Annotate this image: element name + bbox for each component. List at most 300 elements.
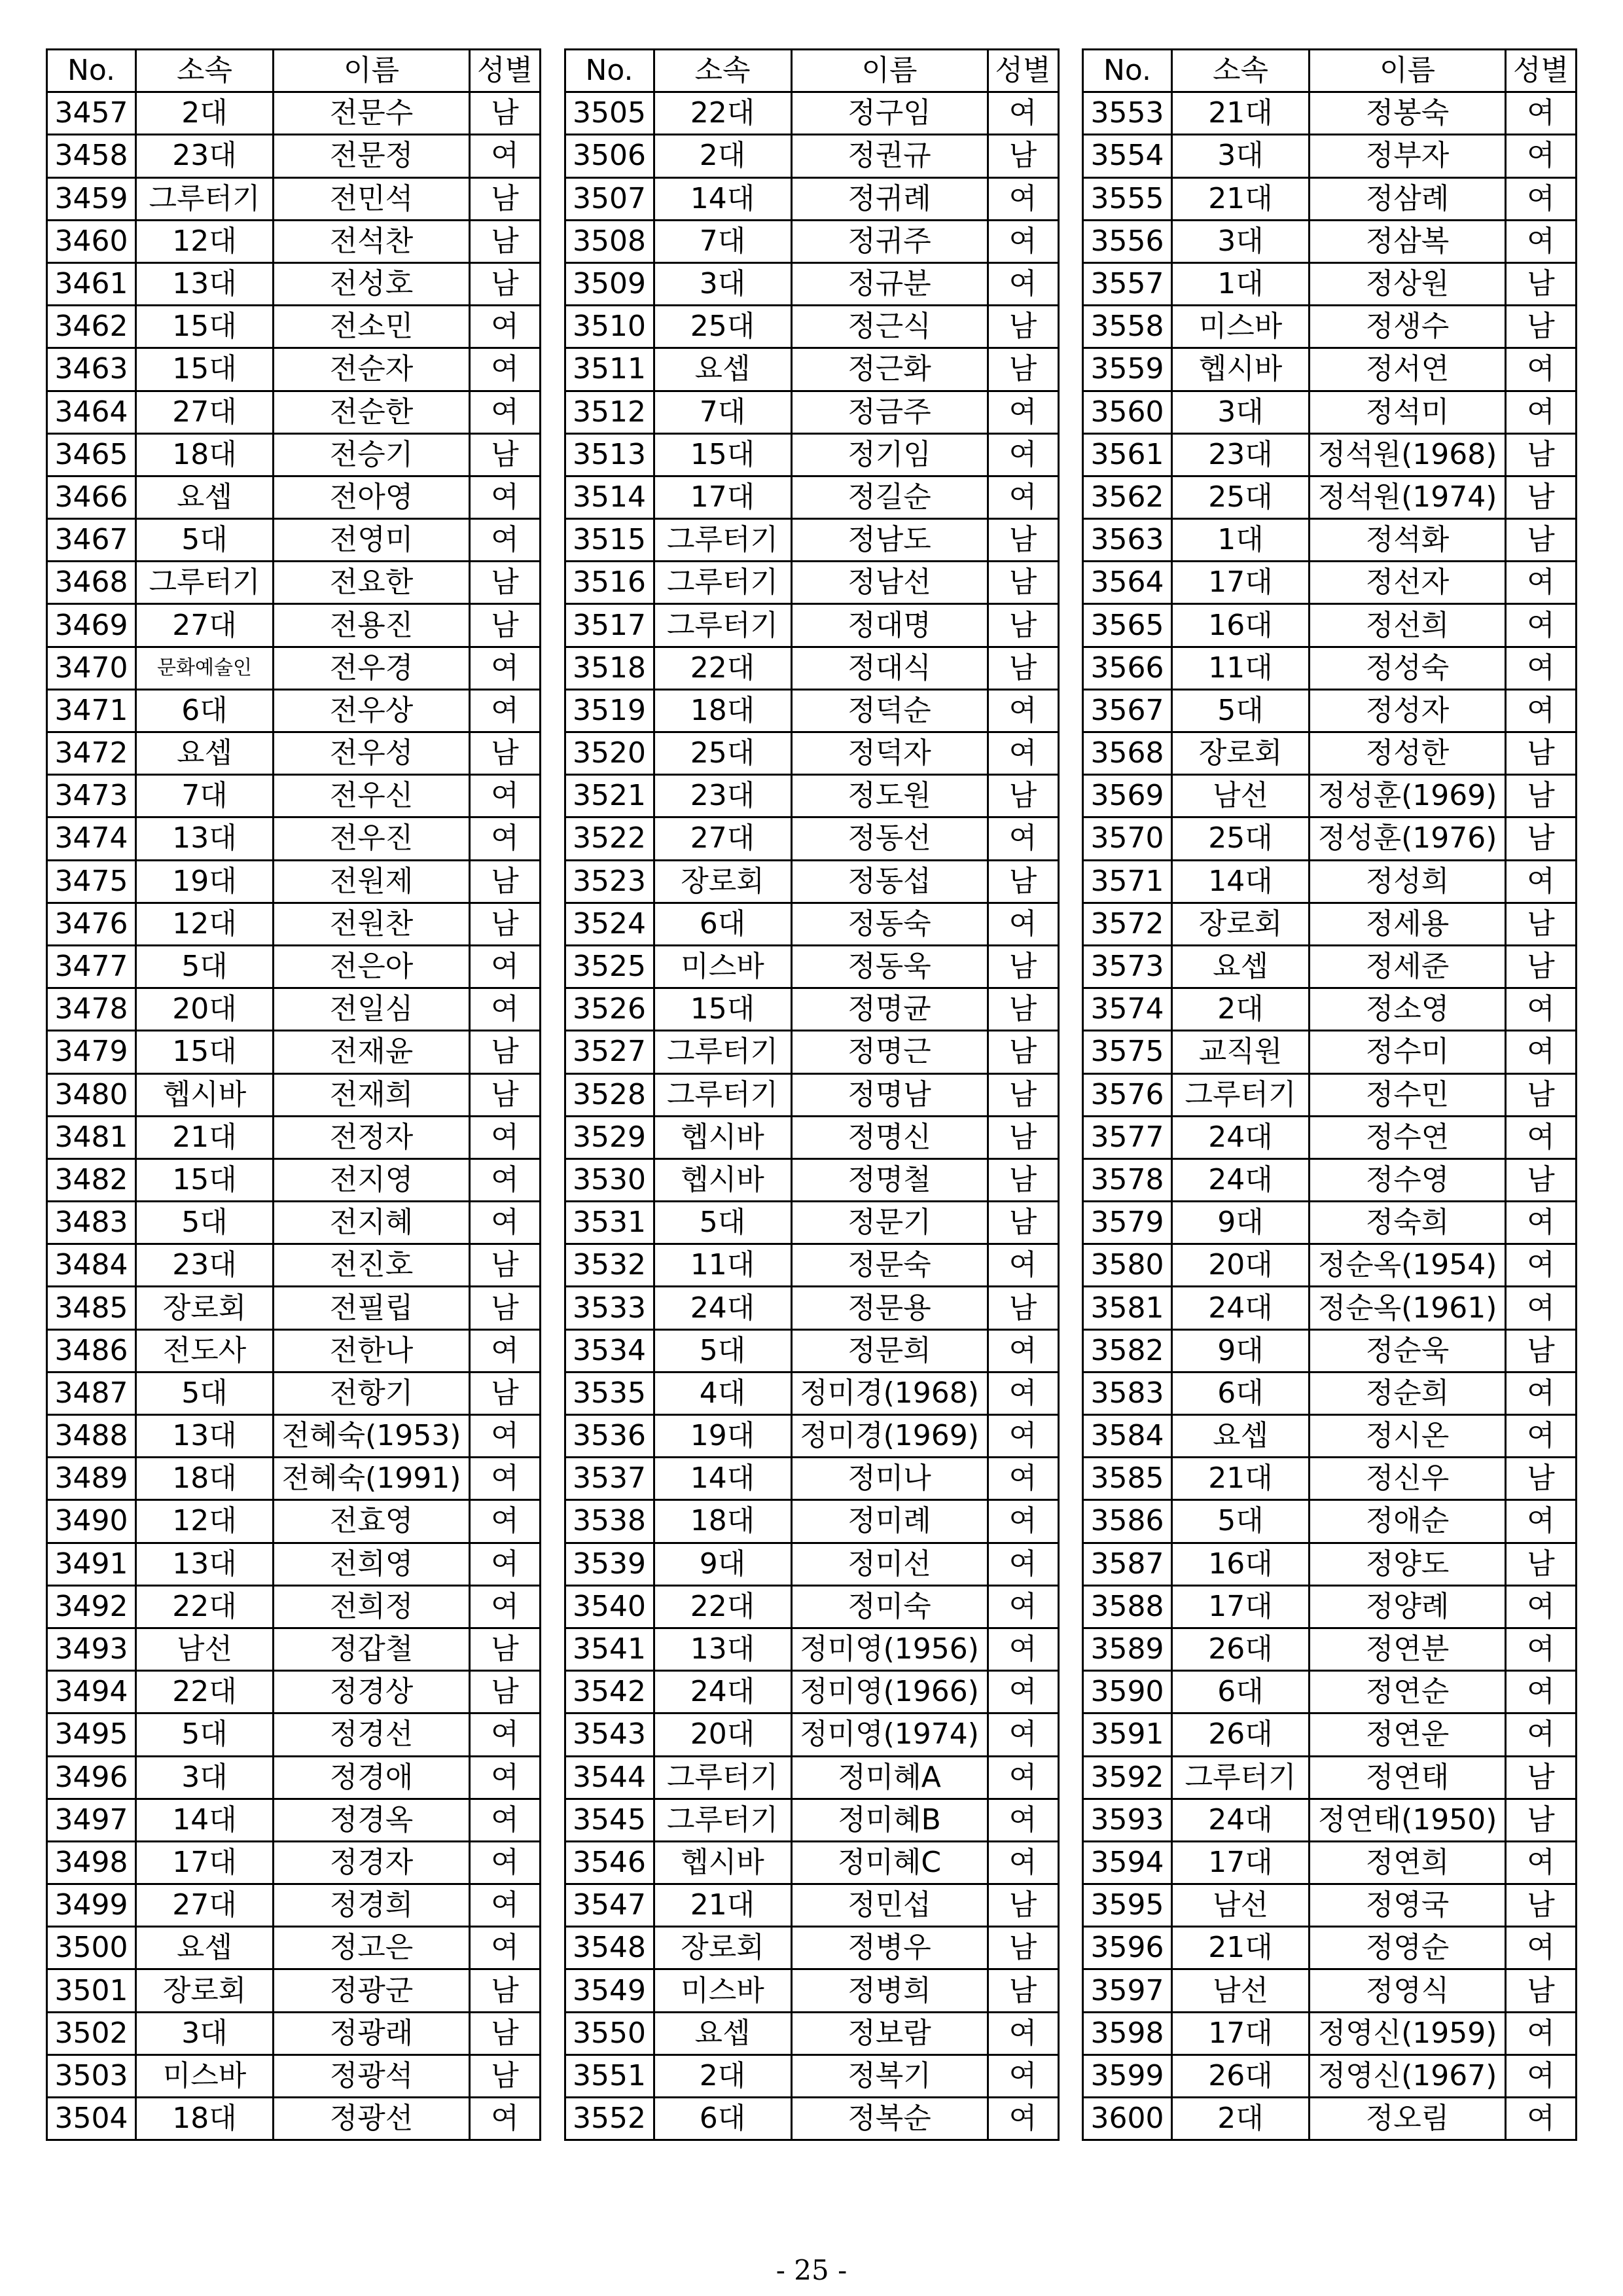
cell-no: 3589	[1083, 1628, 1172, 1670]
cell-affiliation: 17대	[1172, 1585, 1310, 1628]
cell-gender: 여	[470, 348, 541, 391]
table-row	[1083, 817, 1577, 860]
table-row	[1083, 476, 1577, 518]
cell-no: 3587	[1083, 1543, 1172, 1585]
cell-gender: 여	[988, 903, 1058, 945]
cell-affiliation: 3대	[136, 2012, 274, 2054]
cell-affiliation: 남선	[1172, 1969, 1310, 2012]
cell-name: 전승기	[274, 433, 470, 476]
cell-affiliation: 전도사	[136, 1329, 274, 1372]
cell-gender: 여	[988, 1458, 1058, 1500]
table-row	[565, 92, 1058, 135]
cell-no: 3485	[47, 1287, 136, 1329]
cell-gender: 남	[470, 2054, 541, 2097]
cell-name: 정병우	[791, 1927, 988, 1969]
cell-name: 정수연	[1310, 1116, 1506, 1158]
cell-name: 정성희	[1310, 860, 1506, 903]
cell-no: 3548	[565, 1927, 654, 1969]
cell-name: 정영국	[1310, 1884, 1506, 1927]
cell-affiliation: 15대	[136, 1158, 274, 1201]
table-row	[1083, 647, 1577, 689]
table-row	[47, 775, 541, 817]
cell-name: 정석미	[1310, 391, 1506, 433]
cell-no: 3582	[1083, 1329, 1172, 1372]
cell-gender: 남	[470, 92, 541, 135]
cell-gender: 여	[1506, 1628, 1577, 1670]
table-row	[47, 1202, 541, 1244]
table-row	[47, 689, 541, 732]
table-row	[565, 220, 1058, 262]
cell-affiliation: 15대	[136, 1031, 274, 1073]
header-row	[565, 50, 1058, 92]
cell-gender: 여	[988, 177, 1058, 220]
cell-name: 정미례	[791, 1500, 988, 1543]
header-name: 이름	[791, 50, 988, 92]
cell-name: 정근식	[791, 306, 988, 348]
cell-gender: 남	[988, 562, 1058, 604]
cell-gender: 남	[1506, 519, 1577, 562]
cell-gender: 남	[470, 1287, 541, 1329]
cell-no: 3586	[1083, 1500, 1172, 1543]
table-row	[565, 1415, 1058, 1458]
cell-name: 정기임	[791, 433, 988, 476]
header-row	[47, 50, 541, 92]
cell-no: 3503	[47, 2054, 136, 2097]
table-row	[47, 306, 541, 348]
cell-no: 3506	[565, 135, 654, 177]
cell-name: 정성훈(1976)	[1310, 817, 1506, 860]
cell-name: 정영순	[1310, 1927, 1506, 1969]
cell-gender: 남	[1506, 732, 1577, 775]
cell-affiliation: 그루터기	[136, 562, 274, 604]
cell-affiliation: 13대	[136, 817, 274, 860]
cell-no: 3499	[47, 1884, 136, 1927]
cell-name: 정순욱	[1310, 1329, 1506, 1372]
table-row	[1083, 177, 1577, 220]
cell-gender: 남	[1506, 1799, 1577, 1841]
cell-affiliation: 헵시바	[136, 1073, 274, 1116]
cell-gender: 여	[1506, 1244, 1577, 1287]
cell-name: 전희정	[274, 1585, 470, 1628]
cell-name: 정석화	[1310, 519, 1506, 562]
cell-name: 전지영	[274, 1158, 470, 1201]
cell-affiliation: 15대	[136, 348, 274, 391]
cell-gender: 남	[988, 1202, 1058, 1244]
table-row	[565, 1458, 1058, 1500]
table-row	[47, 476, 541, 518]
cell-affiliation: 21대	[1172, 177, 1310, 220]
table-row	[565, 1713, 1058, 1756]
cell-affiliation: 26대	[1172, 1713, 1310, 1756]
cell-no: 3588	[1083, 1585, 1172, 1628]
table-row	[1083, 306, 1577, 348]
cell-name: 전민석	[274, 177, 470, 220]
cell-gender: 남	[470, 562, 541, 604]
table-row	[1083, 1202, 1577, 1244]
table-row	[47, 2054, 541, 2097]
table-row	[1083, 903, 1577, 945]
cell-affiliation: 25대	[1172, 476, 1310, 518]
header-name: 이름	[1310, 50, 1506, 92]
cell-affiliation: 6대	[654, 2098, 791, 2140]
cell-no: 3464	[47, 391, 136, 433]
cell-name: 정보람	[791, 2012, 988, 2054]
cell-name: 정구임	[791, 92, 988, 135]
cell-affiliation: 17대	[654, 476, 791, 518]
cell-affiliation: 26대	[1172, 2054, 1310, 2097]
cell-affiliation: 17대	[1172, 562, 1310, 604]
cell-name: 정생수	[1310, 306, 1506, 348]
cell-gender: 여	[470, 689, 541, 732]
cell-gender: 남	[470, 262, 541, 305]
cell-gender: 여	[470, 1329, 541, 1372]
cell-name: 전순한	[274, 391, 470, 433]
cell-gender: 여	[1506, 1585, 1577, 1628]
cell-name: 정연희	[1310, 1841, 1506, 1884]
cell-affiliation: 장로회	[1172, 903, 1310, 945]
table-row	[1083, 1969, 1577, 2012]
cell-name: 정복순	[791, 2098, 988, 2140]
cell-name: 정동욱	[791, 945, 988, 988]
cell-no: 3517	[565, 604, 654, 647]
cell-name: 정명근	[791, 1031, 988, 1073]
cell-name: 전혜숙(1991)	[274, 1458, 470, 1500]
cell-gender: 남	[1506, 1756, 1577, 1799]
cell-affiliation: 그루터기	[654, 1799, 791, 1841]
cell-no: 3554	[1083, 135, 1172, 177]
cell-gender: 남	[1506, 945, 1577, 988]
cell-gender: 여	[1506, 1372, 1577, 1414]
header-affiliation: 소속	[1172, 50, 1310, 92]
cell-name: 정선희	[1310, 604, 1506, 647]
cell-name: 전요한	[274, 562, 470, 604]
cell-name: 정양례	[1310, 1585, 1506, 1628]
cell-affiliation: 17대	[136, 1841, 274, 1884]
cell-affiliation: 20대	[1172, 1244, 1310, 1287]
cell-no: 3573	[1083, 945, 1172, 988]
cell-gender: 남	[988, 135, 1058, 177]
cell-no: 3522	[565, 817, 654, 860]
cell-affiliation: 5대	[1172, 689, 1310, 732]
cell-no: 3585	[1083, 1458, 1172, 1500]
cell-affiliation: 헵시바	[654, 1158, 791, 1201]
cell-gender: 여	[470, 1458, 541, 1500]
table-row	[47, 1116, 541, 1158]
cell-name: 정명신	[791, 1116, 988, 1158]
cell-name: 정복기	[791, 2054, 988, 2097]
table-row	[565, 433, 1058, 476]
table-row	[1083, 1713, 1577, 1756]
cell-no: 3564	[1083, 562, 1172, 604]
cell-gender: 여	[988, 1585, 1058, 1628]
cell-affiliation: 그루터기	[654, 562, 791, 604]
cell-affiliation: 2대	[654, 2054, 791, 2097]
header-gender: 성별	[470, 50, 541, 92]
cell-affiliation: 16대	[1172, 1543, 1310, 1585]
cell-affiliation: 16대	[1172, 604, 1310, 647]
table-row	[47, 391, 541, 433]
cell-affiliation: 3대	[136, 1756, 274, 1799]
cell-no: 3466	[47, 476, 136, 518]
cell-affiliation: 24대	[1172, 1287, 1310, 1329]
header-no: No.	[47, 50, 136, 92]
cell-name: 전일심	[274, 988, 470, 1031]
cell-name: 정경선	[274, 1713, 470, 1756]
table-row	[1083, 1372, 1577, 1414]
cell-name: 정성한	[1310, 732, 1506, 775]
cell-no: 3484	[47, 1244, 136, 1287]
cell-affiliation: 18대	[654, 1500, 791, 1543]
cell-gender: 여	[988, 92, 1058, 135]
cell-no: 3469	[47, 604, 136, 647]
cell-affiliation: 22대	[654, 1585, 791, 1628]
header-gender: 성별	[988, 50, 1058, 92]
cell-no: 3557	[1083, 262, 1172, 305]
cell-no: 3514	[565, 476, 654, 518]
cell-no: 3598	[1083, 2012, 1172, 2054]
cell-gender: 여	[1506, 391, 1577, 433]
cell-no: 3570	[1083, 817, 1172, 860]
cell-name: 정문희	[791, 1329, 988, 1372]
cell-affiliation: 13대	[654, 1628, 791, 1670]
cell-gender: 여	[988, 689, 1058, 732]
cell-gender: 여	[988, 1415, 1058, 1458]
table-row	[565, 1969, 1058, 2012]
cell-affiliation: 5대	[136, 519, 274, 562]
table-row	[47, 519, 541, 562]
cell-affiliation: 5대	[1172, 1500, 1310, 1543]
cell-name: 정미혜A	[791, 1756, 988, 1799]
cell-no: 3551	[565, 2054, 654, 2097]
table-row	[565, 1671, 1058, 1713]
cell-no: 3508	[565, 220, 654, 262]
cell-name: 정근화	[791, 348, 988, 391]
cell-no: 3515	[565, 519, 654, 562]
cell-no: 3525	[565, 945, 654, 988]
cell-affiliation: 1대	[1172, 262, 1310, 305]
cell-no: 3553	[1083, 92, 1172, 135]
table-row	[1083, 433, 1577, 476]
table-row	[565, 1500, 1058, 1543]
cell-no: 3562	[1083, 476, 1172, 518]
cell-name: 전우경	[274, 647, 470, 689]
table-row	[1083, 2098, 1577, 2140]
cell-affiliation: 15대	[136, 306, 274, 348]
cell-name: 전한나	[274, 1329, 470, 1372]
cell-name: 전은아	[274, 945, 470, 988]
cell-affiliation: 7대	[654, 391, 791, 433]
cell-no: 3590	[1083, 1671, 1172, 1713]
cell-affiliation: 24대	[654, 1287, 791, 1329]
table-row	[1083, 1543, 1577, 1585]
table-row	[47, 1329, 541, 1372]
cell-gender: 여	[470, 1415, 541, 1458]
table-row	[47, 732, 541, 775]
cell-name: 정미영(1974)	[791, 1713, 988, 1756]
cell-gender: 여	[1506, 2012, 1577, 2054]
cell-gender: 남	[1506, 1969, 1577, 2012]
cell-no: 3519	[565, 689, 654, 732]
cell-gender: 여	[470, 1116, 541, 1158]
cell-affiliation: 19대	[136, 860, 274, 903]
cell-no: 3578	[1083, 1158, 1172, 1201]
cell-affiliation: 22대	[654, 647, 791, 689]
table-row	[47, 1884, 541, 1927]
cell-gender: 여	[988, 1244, 1058, 1287]
cell-name: 정경자	[274, 1841, 470, 1884]
table-row	[1083, 562, 1577, 604]
header-no: No.	[565, 50, 654, 92]
table-row	[1083, 348, 1577, 391]
cell-no: 3496	[47, 1756, 136, 1799]
cell-name: 정문기	[791, 1202, 988, 1244]
cell-no: 3459	[47, 177, 136, 220]
cell-gender: 남	[1506, 306, 1577, 348]
cell-gender: 여	[470, 1841, 541, 1884]
cell-no: 3584	[1083, 1415, 1172, 1458]
cell-name: 정삼복	[1310, 220, 1506, 262]
table-row	[47, 177, 541, 220]
cell-gender: 남	[1506, 262, 1577, 305]
cell-affiliation: 17대	[1172, 1841, 1310, 1884]
cell-affiliation: 6대	[1172, 1671, 1310, 1713]
cell-name: 정연운	[1310, 1713, 1506, 1756]
table-row	[47, 817, 541, 860]
table-row	[47, 1756, 541, 1799]
table-row	[565, 1073, 1058, 1116]
cell-affiliation: 24대	[1172, 1799, 1310, 1841]
table-row	[1083, 1287, 1577, 1329]
roster-tables	[46, 48, 1577, 2141]
cell-no: 3524	[565, 903, 654, 945]
cell-gender: 여	[470, 1713, 541, 1756]
cell-gender: 남	[988, 1927, 1058, 1969]
cell-gender: 남	[1506, 1884, 1577, 1927]
cell-affiliation: 6대	[136, 689, 274, 732]
table-row	[1083, 135, 1577, 177]
cell-name: 정순희	[1310, 1372, 1506, 1414]
cell-name: 정광선	[274, 2098, 470, 2140]
cell-gender: 여	[470, 945, 541, 988]
table-row	[565, 1287, 1058, 1329]
table-row	[1083, 1500, 1577, 1543]
cell-no: 3533	[565, 1287, 654, 1329]
table-row	[1083, 1799, 1577, 1841]
cell-gender: 여	[988, 1713, 1058, 1756]
cell-affiliation: 22대	[136, 1585, 274, 1628]
cell-name: 전희영	[274, 1543, 470, 1585]
table-row	[565, 1158, 1058, 1201]
table-row	[565, 860, 1058, 903]
cell-no: 3574	[1083, 988, 1172, 1031]
header-affiliation: 소속	[654, 50, 791, 92]
table-row	[47, 2012, 541, 2054]
cell-no: 3507	[565, 177, 654, 220]
cell-name: 전성호	[274, 262, 470, 305]
cell-name: 전문수	[274, 92, 470, 135]
cell-name: 정오림	[1310, 2098, 1506, 2140]
cell-affiliation: 5대	[136, 1713, 274, 1756]
cell-gender: 남	[470, 433, 541, 476]
cell-no: 3502	[47, 2012, 136, 2054]
cell-no: 3528	[565, 1073, 654, 1116]
cell-name: 정시온	[1310, 1415, 1506, 1458]
cell-name: 정동섭	[791, 860, 988, 903]
cell-gender: 여	[1506, 2098, 1577, 2140]
cell-gender: 여	[1506, 1500, 1577, 1543]
cell-gender: 남	[988, 1031, 1058, 1073]
cell-name: 정길순	[791, 476, 988, 518]
cell-no: 3558	[1083, 306, 1172, 348]
cell-name: 전용진	[274, 604, 470, 647]
cell-name: 정미나	[791, 1458, 988, 1500]
cell-no: 3593	[1083, 1799, 1172, 1841]
cell-no: 3476	[47, 903, 136, 945]
cell-affiliation: 문화예술인	[136, 647, 274, 689]
table-row	[565, 348, 1058, 391]
table-row	[47, 2098, 541, 2140]
cell-gender: 남	[470, 1244, 541, 1287]
cell-no: 3537	[565, 1458, 654, 1500]
cell-affiliation: 25대	[654, 306, 791, 348]
table-row	[1083, 1415, 1577, 1458]
cell-gender: 남	[1506, 476, 1577, 518]
cell-name: 전필립	[274, 1287, 470, 1329]
cell-gender: 여	[988, 220, 1058, 262]
table-row	[565, 306, 1058, 348]
cell-name: 정미경(1968)	[791, 1372, 988, 1414]
cell-name: 정양도	[1310, 1543, 1506, 1585]
header-name: 이름	[274, 50, 470, 92]
cell-name: 전지혜	[274, 1202, 470, 1244]
cell-no: 3473	[47, 775, 136, 817]
cell-affiliation: 20대	[136, 988, 274, 1031]
cell-gender: 여	[470, 1500, 541, 1543]
cell-no: 3544	[565, 1756, 654, 1799]
cell-name: 정성자	[1310, 689, 1506, 732]
cell-affiliation: 23대	[654, 775, 791, 817]
header-no: No.	[1083, 50, 1172, 92]
cell-gender: 여	[988, 1841, 1058, 1884]
cell-gender: 여	[988, 433, 1058, 476]
cell-name: 정병희	[791, 1969, 988, 2012]
table-row	[47, 1969, 541, 2012]
cell-affiliation: 3대	[1172, 220, 1310, 262]
cell-gender: 여	[470, 775, 541, 817]
table-row	[47, 433, 541, 476]
cell-affiliation: 13대	[136, 262, 274, 305]
cell-name: 정애순	[1310, 1500, 1506, 1543]
table-row	[1083, 92, 1577, 135]
cell-name: 정명철	[791, 1158, 988, 1201]
cell-gender: 여	[470, 988, 541, 1031]
table-row	[1083, 2012, 1577, 2054]
table-row	[1083, 519, 1577, 562]
cell-name: 전순자	[274, 348, 470, 391]
table-row	[47, 262, 541, 305]
cell-name: 정도원	[791, 775, 988, 817]
cell-affiliation: 13대	[136, 1415, 274, 1458]
cell-name: 전소민	[274, 306, 470, 348]
table-row	[47, 1158, 541, 1201]
table-row	[565, 945, 1058, 988]
table-row	[47, 903, 541, 945]
cell-affiliation: 장로회	[654, 860, 791, 903]
table-row	[565, 391, 1058, 433]
cell-gender: 남	[1506, 433, 1577, 476]
cell-no: 3518	[565, 647, 654, 689]
cell-gender: 여	[470, 1799, 541, 1841]
